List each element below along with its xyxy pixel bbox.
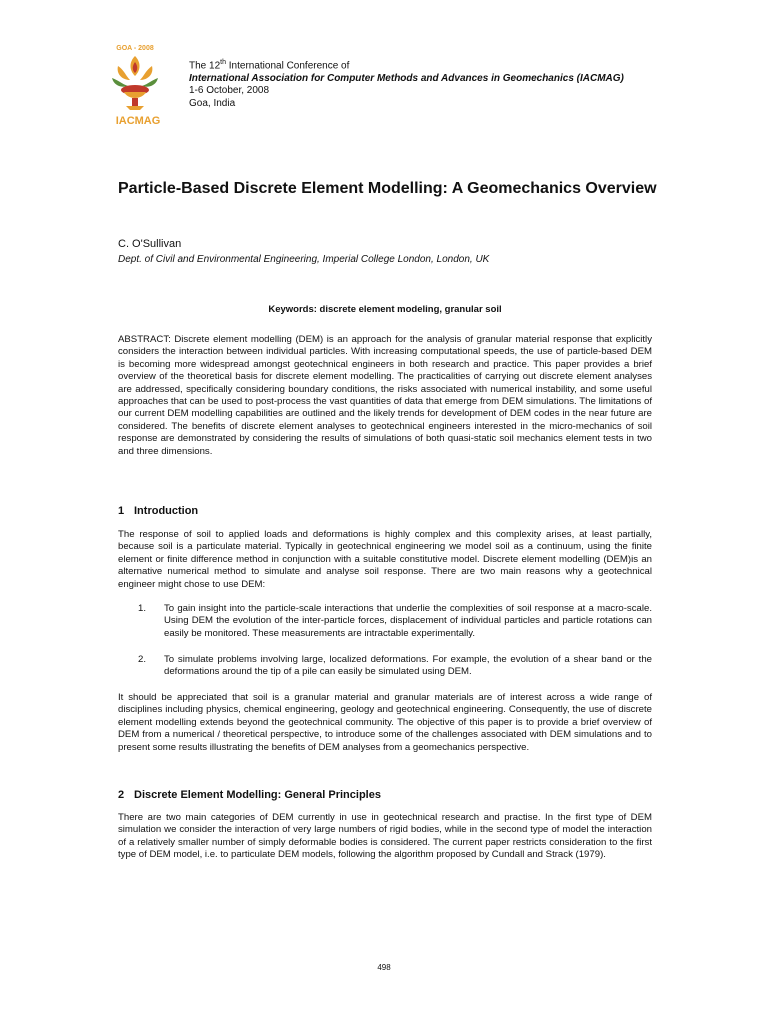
- section-2-title: Discrete Element Modelling: General Principles: [134, 789, 381, 801]
- conference-header: [189, 57, 624, 110]
- section-2-paragraph-1: There are two main categories of DEM currently in use in geotechnical research and practise. In the first type of DEM simulation we consider the interaction of very large numbers of rigid bodies, while in the second type of model the interaction of a relatively smaller number of simply deformable bodies is considered. The current paper restricts consideration to the first type of DEM model, i.e. to particulate DEM models, following the algorithm proposed by Cundall and Strack (1979).: [118, 812, 652, 861]
- paper-author: C. O'Sullivan: [118, 238, 182, 250]
- list-item-text: To simulate problems involving large, localized deformations. For example, the evolution of a shear band or the deformations around the tip of a pile can easily be simulated using DEM.: [164, 654, 652, 678]
- paper-title: Particle-Based Discrete Element Modelling: A Geomechanics Overview: [118, 180, 657, 197]
- section-1-paragraph-1: The response of soil to applied loads and deformations is highly complex and this complexity arises, at least partially, because soil is a particulate material. Typically in geotechnical engineering we model soil as a continuum, using the finite element or finite difference method in conjunction with a suitable constitutive model. Discrete element modelling (DEM)is an alternative numerical method to simulate and analyse soil response. There are two main reasons why a geotechnical engineer might chose to use DEM:: [118, 529, 652, 590]
- paper-keywords: Keywords: discrete element modeling, granular soil: [268, 304, 502, 315]
- section-1-number: 1: [118, 505, 125, 517]
- section-1-heading: [118, 505, 198, 517]
- section-2-heading: [118, 789, 381, 801]
- page-number: 498: [377, 963, 391, 972]
- paper-affiliation: Dept. of Civil and Environmental Engineering, Imperial College London, London, UK: [118, 254, 490, 265]
- logo-arc-text: GOA - 2008: [116, 45, 154, 52]
- paper-abstract: ABSTRACT: Discrete element modelling (DEM) is an approach for the analysis of granular material response that explicitly considers the interaction between individual particles. With increasing computational speeds, the use of particle-based DEM is becoming more widespread amongst geotechnical engineers in both research and practice. This paper provides a brief overview of the theoretical basis for discrete element modelling. The practicalities of carrying out discrete element analyses are addressed, specifically considering boundary conditions, the risks associated with numerical instability, and some useful approaches that can be used to post-process the vast quantities of data that emerge from DEM simulations. The limitations of our current DEM modelling capabilities are outlined and the likely trends for development of DEM codes in the near future are considered. The benefits of discrete element analyses to geotechnical engineers interested in the micro-mechanics of soil response are demonstrated by considering the results of simulations of both quasi-static soil mechanics element tests in two and three dimensions.: [118, 334, 652, 457]
- logo-brand-text: IACMAG: [115, 115, 161, 127]
- conference-name: International Conference of: [225, 60, 350, 72]
- iacmag-goa-2008-logo: [104, 40, 166, 128]
- logo-emblem: [112, 56, 158, 110]
- conference-ordinal: The 12: [189, 60, 221, 72]
- list-item: [138, 603, 652, 640]
- section-1-title: Introduction: [134, 505, 199, 517]
- list-item-text: To gain insight into the particle-scale interactions that underlie the complexities of soil response at a macro-scale. Using DEM the evolution of the inter-particle forces, displacement of individual particles and particle rotations can easily be monitored. These measurements are intractable experimentally.: [164, 603, 652, 639]
- list-item-number: 1.: [138, 603, 147, 614]
- conference-name-line: [189, 57, 624, 73]
- conference-location: Goa, India: [189, 97, 236, 109]
- list-item-number: 2.: [138, 654, 147, 665]
- list-item: [138, 654, 652, 679]
- conference-association: International Association for Computer Methods and Advances in Geomechanics (IACMAG): [189, 72, 624, 84]
- conference-dates: 1-6 October, 2008: [189, 85, 270, 97]
- conference-ordinal-suffix: th: [220, 59, 226, 66]
- section-1-paragraph-2: It should be appreciated that soil is a granular material and granular materials are of interest across a wide range of disciplines including physics, chemical engineering, geology and geotechnical engineering. Consequently, the use of discrete element modelling extends beyond the geotechnical community. The objective of this paper is to provide a brief overview of DEM from a numerical / theoretical perspective, to introduce some of the challenges associated with DEM simulations and to present some results illustrating the benefits of DEM analyses from a geomechanics perspective.: [118, 692, 652, 753]
- section-2-number: 2: [118, 789, 125, 801]
